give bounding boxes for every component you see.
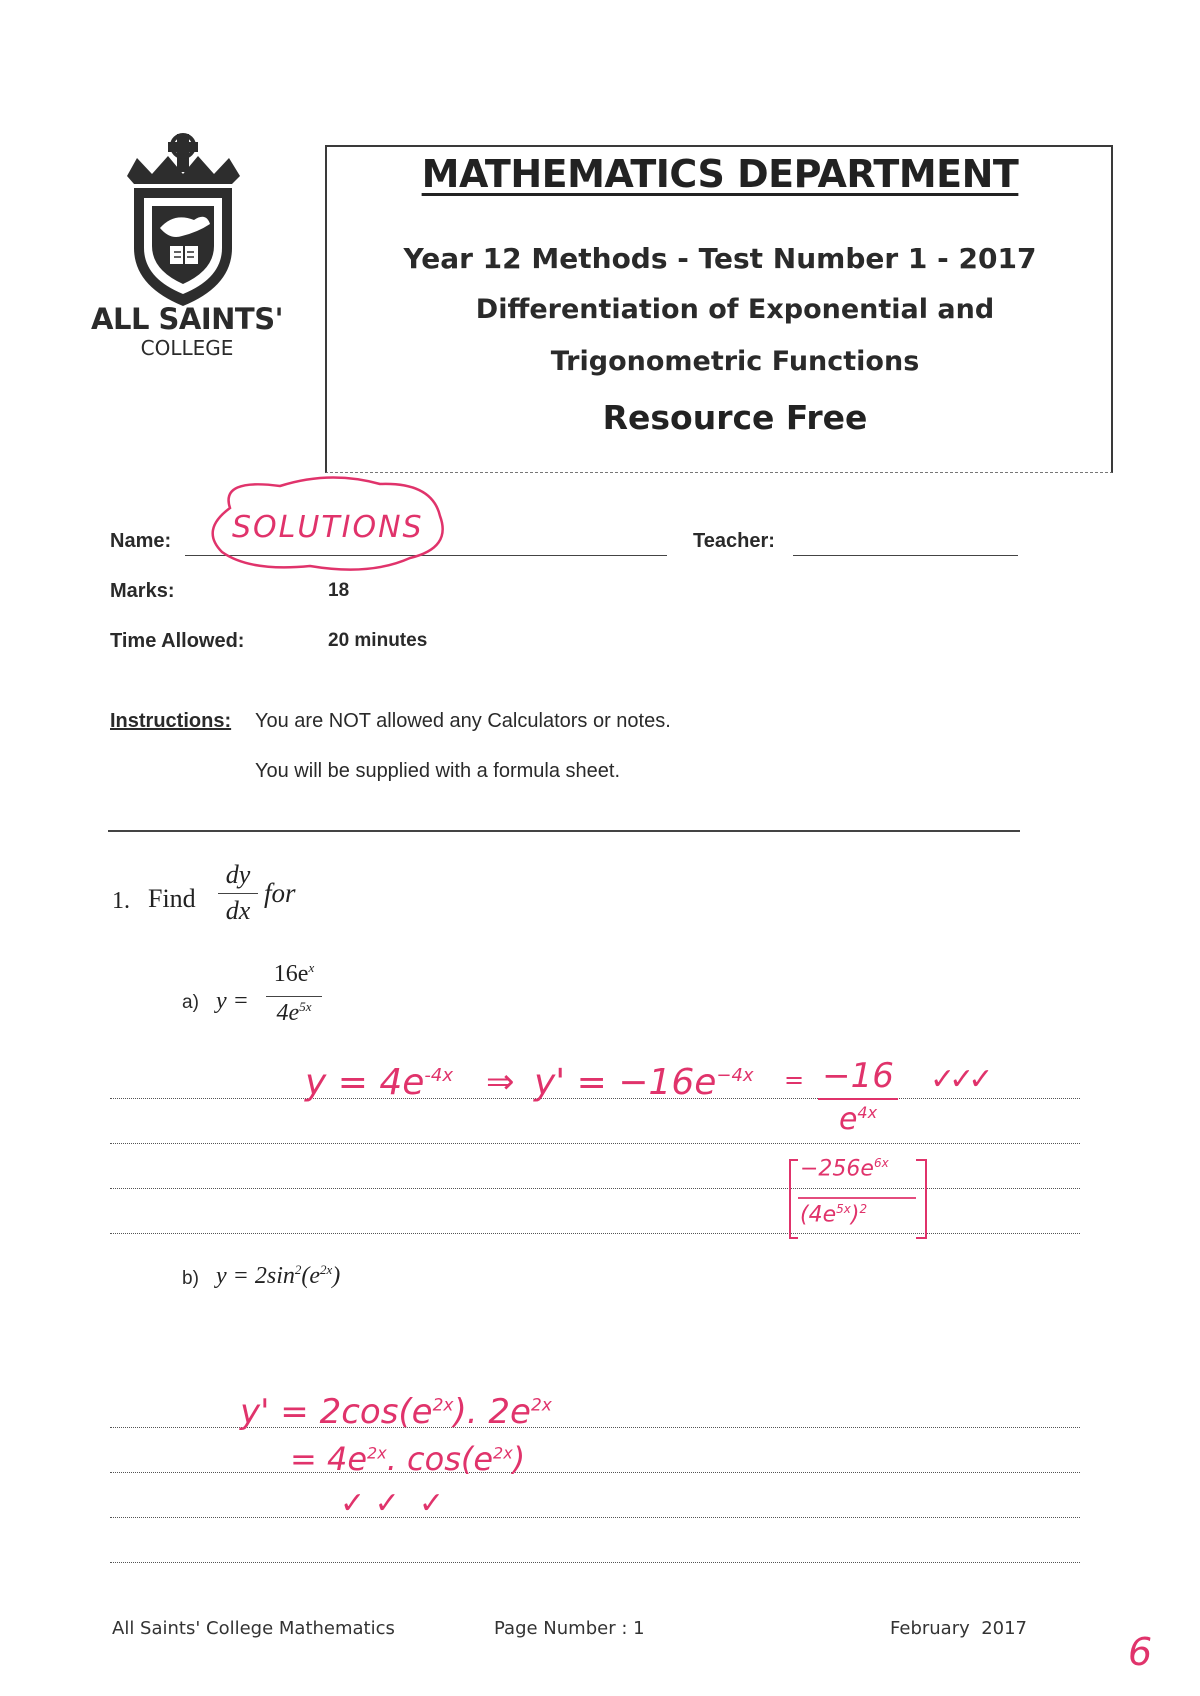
test-title: Year 12 Methods - Test Number 1 - 2017 (403, 242, 1037, 275)
question-number: 1. (112, 888, 130, 914)
dy-dx-fraction-bar (218, 893, 258, 894)
question-for: for (264, 878, 296, 908)
time-value: 20 minutes (328, 630, 428, 651)
marks-label: Marks: (110, 580, 175, 602)
implies-symbol: ⇒ (486, 1062, 515, 1102)
dy-numerator: dy (225, 860, 251, 889)
page-score-mark: 6 (1128, 1630, 1153, 1674)
part-a-label: a) (182, 992, 199, 1013)
name-label: Name: (110, 530, 172, 552)
alt-answer-denominator: $(4e^{5x})^2$ (800, 1202, 868, 1228)
marks-value: 18 (328, 580, 350, 601)
answer-line (110, 1143, 1080, 1144)
part-a-equals: = (784, 1066, 805, 1094)
part-b-expression: $y = 2\sin^2(e^{2x})$ (216, 1262, 341, 1289)
part-a-answer-derivative: $y' = -16e^{-4x}$ (534, 1062, 754, 1103)
answer-line (110, 1517, 1080, 1518)
part-b-label: b) (182, 1268, 199, 1289)
department-title: MATHEMATICS DEPARTMENT (421, 152, 1019, 196)
dx-denominator: dx (225, 896, 251, 925)
part-a-ticks: ✓✓✓ (930, 1062, 988, 1097)
topic-line-2: Trigonometric Functions (550, 346, 920, 377)
teacher-underline (793, 555, 1018, 556)
instruction-line-1: You are NOT allowed any Calculators or notes. (255, 710, 671, 732)
name-value: SOLUTIONS (232, 510, 424, 545)
part-b-ticks: ✓ ✓ ✓ (340, 1486, 445, 1521)
part-a-fraction-numerator: −16 (822, 1056, 894, 1096)
instructions-label: Instructions: (110, 710, 232, 732)
part-a-answer-fraction-bar (818, 1098, 898, 1100)
part-a-answer-simplified: $y = 4e^{-4x}$ (305, 1062, 454, 1103)
part-a-denominator: $4e^{5x}$ (276, 999, 312, 1026)
question-find: Find (148, 884, 196, 913)
answer-line (110, 1233, 1080, 1234)
college-subtitle: COLLEGE (140, 336, 234, 360)
part-a-fraction-denominator: $e^{4x}$ (838, 1102, 878, 1137)
college-name: ALL SAINTS' (91, 302, 283, 336)
answer-line (110, 1562, 1080, 1563)
answer-line (110, 1472, 1080, 1473)
part-a-fraction-bar (266, 996, 322, 997)
teacher-label: Teacher: (693, 530, 775, 552)
time-label: Time Allowed: (110, 630, 245, 652)
part-a-y-equals: y = (216, 988, 249, 1014)
footer-date: February 2017 (890, 1618, 1028, 1639)
instructions-divider (108, 830, 1020, 832)
footer-page-number: Page Number : 1 (494, 1618, 645, 1639)
section-title: Resource Free (602, 398, 868, 437)
part-a-numerator: $16e^x$ (273, 960, 315, 987)
alt-answer-numerator: $-256e^{6x}$ (800, 1156, 889, 1182)
part-b-answer-line-1: $y' = 2\cos(e^{2x})$. $2e^{2x}$ (240, 1392, 552, 1432)
instruction-line-2: You will be supplied with a formula sheet. (255, 760, 621, 782)
part-b-answer-line-2: = $4e^{2x}$. $\cos(e^{2x})$ (290, 1440, 526, 1478)
footer-left: All Saints' College Mathematics (112, 1618, 395, 1639)
answer-line (110, 1188, 1080, 1189)
topic-line-1: Differentiation of Exponential and (475, 294, 995, 325)
